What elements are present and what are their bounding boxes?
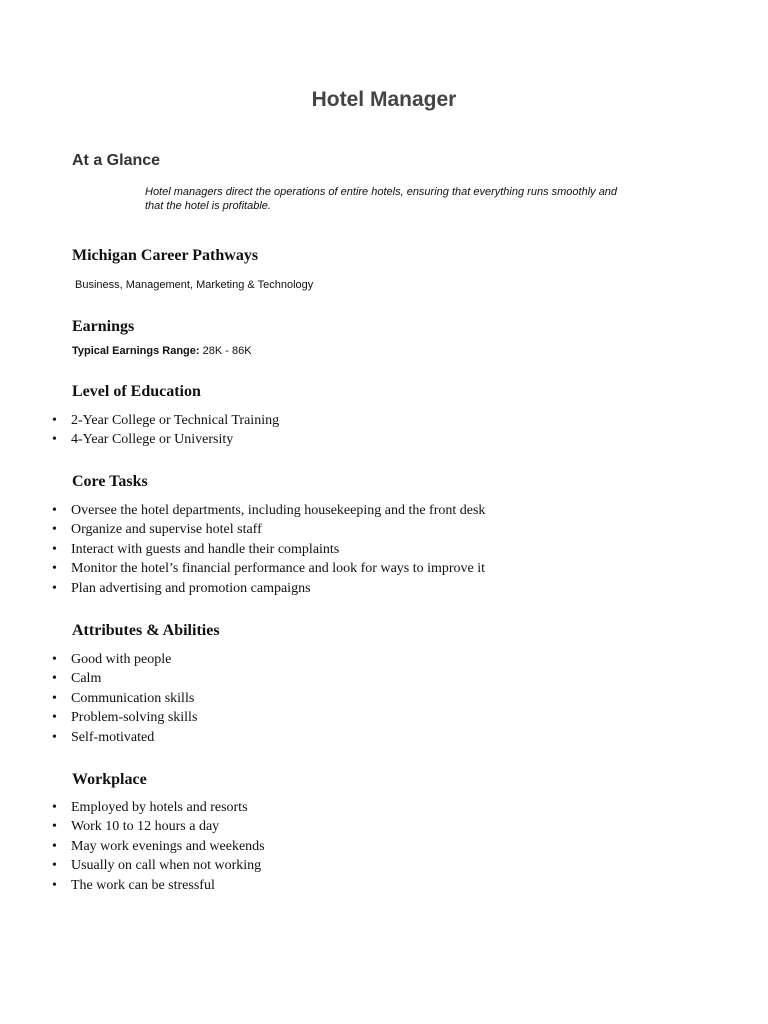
list-item: • Good with people — [52, 650, 197, 669]
at-a-glance-heading: At a Glance — [72, 152, 161, 169]
career-pathways-text: Business, Management, Marketing & Technology — [75, 279, 314, 291]
list-item: • The work can be stressful — [52, 876, 265, 895]
core-tasks-list — [52, 501, 485, 598]
list-item: • Calm — [52, 669, 197, 688]
list-item: • Monitor the hotel’s financial performance and look for ways to improve it — [52, 559, 485, 578]
earnings-heading: Earnings — [72, 318, 135, 335]
list-item: • Work 10 to 12 hours a day — [52, 817, 265, 836]
earnings-range — [72, 345, 252, 357]
attributes-list — [52, 650, 197, 747]
list-item: • Oversee the hotel departments, including housekeeping and the front desk — [52, 501, 485, 520]
core-tasks-heading: Core Tasks — [72, 473, 148, 490]
list-item: • Employed by hotels and resorts — [52, 798, 265, 817]
earnings-range-value: 28K - 86K — [202, 345, 252, 357]
page-title: Hotel Manager — [311, 88, 457, 111]
at-a-glance-text: Hotel managers direct the operations of entire hotels, ensuring that everything runs smoothly and that the hotel is profitable. — [145, 186, 618, 212]
workplace-list — [52, 798, 265, 895]
list-item: • 4-Year College or University — [52, 430, 279, 449]
workplace-heading: Workplace — [72, 771, 147, 788]
list-item: • Organize and supervise hotel staff — [52, 520, 485, 539]
list-item: • Usually on call when not working — [52, 856, 265, 875]
education-list — [52, 411, 279, 450]
list-item: • Interact with guests and handle their complaints — [52, 540, 485, 559]
career-pathways-heading: Michigan Career Pathways — [72, 247, 259, 264]
list-item: • Self-motivated — [52, 728, 197, 747]
list-item: • Problem-solving skills — [52, 708, 197, 727]
earnings-range-label: Typical Earnings Range: — [72, 345, 200, 357]
list-item: • Plan advertising and promotion campaigns — [52, 579, 485, 598]
list-item: • 2-Year College or Technical Training — [52, 411, 279, 430]
education-heading: Level of Education — [72, 383, 201, 400]
list-item: • May work evenings and weekends — [52, 837, 265, 856]
list-item: • Communication skills — [52, 689, 197, 708]
attributes-heading: Attributes & Abilities — [72, 622, 220, 639]
